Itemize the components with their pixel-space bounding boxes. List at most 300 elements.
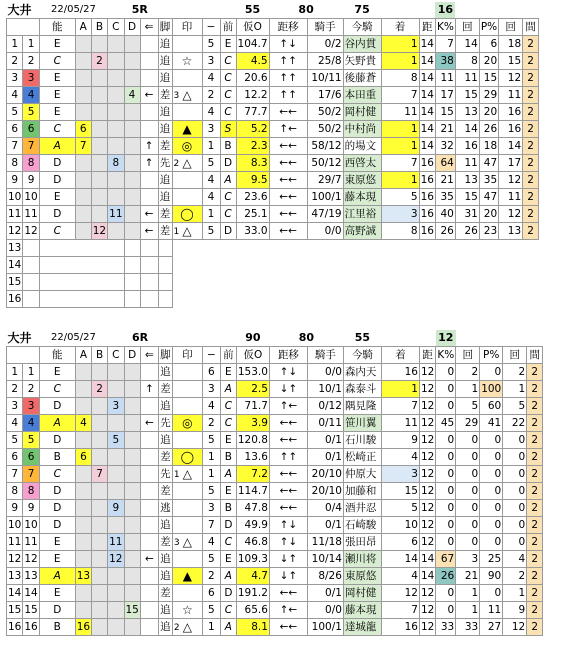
column-header-3: C <box>108 19 124 36</box>
jockey-record: 50/12 <box>307 155 343 172</box>
odds: 120.8 <box>236 432 269 449</box>
row-number: 6 <box>7 449 23 466</box>
row-number: 9 <box>7 172 23 189</box>
entry-row[interactable] <box>7 70 553 87</box>
p-count: 12 <box>499 70 523 87</box>
col-d: 4 <box>124 87 140 104</box>
row-number: 10 <box>7 189 23 206</box>
entry-row[interactable] <box>7 398 557 415</box>
header-spacer <box>456 330 557 347</box>
race-table-5r <box>6 2 553 308</box>
p-percent: 11 <box>480 602 503 619</box>
k-count: 14 <box>455 36 479 53</box>
entry-row[interactable] <box>7 432 557 449</box>
arrow <box>140 70 158 87</box>
column-header-12: 騎手 <box>307 347 343 364</box>
col-c <box>108 223 124 240</box>
entry-row[interactable] <box>7 172 553 189</box>
rating: C <box>39 53 75 70</box>
current-jockey: 瀬川将 <box>343 551 381 568</box>
entry-row[interactable] <box>7 381 557 398</box>
current-jockey: 森泰斗 <box>343 381 381 398</box>
empty-cell <box>158 291 172 308</box>
leg-style: 追 <box>158 551 172 568</box>
col-a <box>75 602 91 619</box>
jockey-record: 0/1 <box>307 432 343 449</box>
col-d <box>124 121 140 138</box>
leg-style: 追 <box>158 70 172 87</box>
position: C <box>220 189 236 206</box>
current-jockey: 加藤和 <box>343 483 381 500</box>
distance-move: ←← <box>269 500 307 517</box>
minus-value: 4 <box>202 189 220 206</box>
gate-number: 12 <box>23 223 39 240</box>
interval: 2 <box>527 415 543 432</box>
leg-style: 差 <box>158 138 172 155</box>
position: E <box>220 364 236 381</box>
distance: 14 <box>419 138 435 155</box>
jockey-record: 0/0 <box>307 602 343 619</box>
entry-row[interactable] <box>7 223 553 240</box>
entry-row[interactable] <box>7 534 557 551</box>
column-header-20: 間 <box>527 347 543 364</box>
mark-symbol: ◎ <box>182 416 193 430</box>
col-a <box>75 172 91 189</box>
col-c: 8 <box>108 155 124 172</box>
position: C <box>220 87 236 104</box>
k-count: 33 <box>456 619 480 636</box>
k-percent: 0 <box>436 449 456 466</box>
odds: 3.9 <box>236 415 269 432</box>
distance: 12 <box>419 602 435 619</box>
p-count: 0 <box>503 500 527 517</box>
gate-number: 15 <box>23 602 39 619</box>
position: E <box>220 432 236 449</box>
arrow <box>140 619 158 636</box>
k-count: 29 <box>456 415 480 432</box>
finish: 1 <box>381 138 419 155</box>
col-b: 2 <box>92 381 108 398</box>
row-number: 13 <box>7 240 23 257</box>
k-count: 1 <box>456 585 480 602</box>
current-jockey: 西啓太 <box>343 155 381 172</box>
position: C <box>220 53 236 70</box>
k-percent: 0 <box>436 398 456 415</box>
column-header-0: 能 <box>39 19 75 36</box>
current-jockey: 矢野貴 <box>343 53 381 70</box>
interval: 2 <box>523 70 539 87</box>
k-percent: 11 <box>435 70 455 87</box>
k-count: 0 <box>456 466 480 483</box>
p-percent: 60 <box>480 398 503 415</box>
column-header-18: P% <box>480 347 503 364</box>
position: S <box>220 121 236 138</box>
mark-symbol: ☆ <box>181 603 193 617</box>
header-spacer <box>172 2 236 19</box>
distance: 16 <box>419 189 435 206</box>
leg-style: 先 <box>158 155 172 172</box>
jockey-record: 0/1 <box>307 449 343 466</box>
mark-symbol: ▲ <box>182 569 192 583</box>
current-jockey: 東原悠 <box>343 568 381 585</box>
col-b: 2 <box>91 53 107 70</box>
minus-value: 7 <box>202 517 220 534</box>
minus-value: 5 <box>202 483 220 500</box>
distance-move: ↑↑ <box>269 449 307 466</box>
col-d <box>124 619 140 636</box>
col-c <box>108 138 124 155</box>
interval: 2 <box>527 466 543 483</box>
leg-style: 追 <box>158 602 172 619</box>
position: E <box>220 551 236 568</box>
interval: 2 <box>523 223 539 240</box>
entry-row[interactable] <box>7 602 557 619</box>
current-jockey: 笹川翼 <box>343 415 381 432</box>
minus-value: 4 <box>202 534 220 551</box>
distance: 16 <box>419 223 435 240</box>
col-a <box>75 223 91 240</box>
col-a <box>75 432 91 449</box>
odds: 114.7 <box>236 483 269 500</box>
leg-style: 差 <box>158 87 172 104</box>
leg-style: 追 <box>158 517 172 534</box>
mark-cell <box>172 568 202 585</box>
col-d <box>124 517 140 534</box>
entry-row[interactable] <box>7 415 557 432</box>
p-count: 0 <box>503 534 527 551</box>
interval: 2 <box>527 585 543 602</box>
minus-value: 4 <box>202 70 220 87</box>
col-d <box>124 223 140 240</box>
gate-number: 10 <box>23 189 39 206</box>
row-number: 12 <box>7 551 23 568</box>
col-c <box>108 568 124 585</box>
finish: 9 <box>381 432 419 449</box>
position: D <box>220 223 236 240</box>
odds: 191.2 <box>236 585 269 602</box>
k-count: 21 <box>456 568 480 585</box>
p-percent: 47 <box>479 189 498 206</box>
column-header-6: 脚 <box>158 347 172 364</box>
column-header-3: C <box>108 347 124 364</box>
p-count: 1 <box>503 585 527 602</box>
column-header-17: 回 <box>456 347 480 364</box>
col-c <box>108 483 124 500</box>
k-percent: 0 <box>436 483 456 500</box>
k-count: 0 <box>456 483 480 500</box>
arrow <box>140 483 158 500</box>
col-a: 16 <box>75 619 91 636</box>
column-header-row <box>7 347 557 364</box>
entry-row[interactable] <box>7 138 553 155</box>
entry-row[interactable] <box>7 568 557 585</box>
col-b <box>92 551 108 568</box>
current-jockey: 石崎駿 <box>343 517 381 534</box>
k-percent: 21 <box>435 172 455 189</box>
mark-cell <box>172 432 202 449</box>
odds: 9.5 <box>236 172 269 189</box>
rating: D <box>39 602 75 619</box>
mark-cell <box>172 87 202 104</box>
distance-move: ←← <box>269 138 307 155</box>
leg-style: 追 <box>158 172 172 189</box>
entry-row[interactable] <box>7 274 553 291</box>
odds: 109.3 <box>236 551 269 568</box>
column-header-18: P% <box>479 19 498 36</box>
entry-row[interactable] <box>7 364 557 381</box>
distance-move: ↑↓ <box>269 364 307 381</box>
arrow: ↑ <box>140 381 158 398</box>
col-c <box>108 585 124 602</box>
arrow: ↑ <box>140 155 158 172</box>
row-number: 15 <box>7 602 23 619</box>
k-count: 0 <box>456 500 480 517</box>
col-b <box>92 602 108 619</box>
column-header-16: K% <box>435 19 455 36</box>
col-b <box>92 568 108 585</box>
col-c: 5 <box>108 432 124 449</box>
finish: 15 <box>381 483 419 500</box>
odds: 47.8 <box>236 500 269 517</box>
k-percent: 32 <box>435 138 455 155</box>
col-c <box>108 449 124 466</box>
col-a <box>75 70 91 87</box>
mark-subscript: 3 <box>173 91 180 101</box>
col-a <box>75 364 91 381</box>
gate-number: 5 <box>23 104 39 121</box>
rating: D <box>39 206 75 223</box>
position: E <box>220 36 236 53</box>
entry-row[interactable] <box>7 585 557 602</box>
minus-value: 6 <box>202 585 220 602</box>
race-date: 22/05/27 <box>50 4 96 15</box>
entry-row[interactable] <box>7 466 557 483</box>
col-c <box>108 36 124 53</box>
row-number: 14 <box>7 257 23 274</box>
interval: 2 <box>523 138 539 155</box>
mark-cell <box>172 36 202 53</box>
gate-number: 3 <box>23 70 39 87</box>
col-d <box>124 534 140 551</box>
column-header-11: 距移 <box>269 347 307 364</box>
arrow <box>140 53 158 70</box>
entry-row[interactable] <box>7 483 557 500</box>
k-count: 3 <box>456 551 480 568</box>
distance: 14 <box>419 70 435 87</box>
p-percent: 20 <box>479 104 498 121</box>
odds: 153.0 <box>236 364 269 381</box>
arrow <box>140 172 158 189</box>
mark-cell <box>172 551 202 568</box>
column-header-10: 仮O <box>236 347 269 364</box>
minus-value: 4 <box>202 172 220 189</box>
col-b <box>92 398 108 415</box>
arrow <box>140 189 158 206</box>
p-percent: 20 <box>479 53 498 70</box>
p-count: 22 <box>503 415 527 432</box>
col-a <box>75 517 91 534</box>
minus-value: 4 <box>202 104 220 121</box>
column-header-11: 距移 <box>269 19 307 36</box>
odds: 33.0 <box>236 223 269 240</box>
position: B <box>220 449 236 466</box>
mark-cell <box>172 121 202 138</box>
col-d <box>124 449 140 466</box>
k-count: 15 <box>455 87 479 104</box>
minus-value: 3 <box>202 121 220 138</box>
entry-row[interactable] <box>7 36 553 53</box>
entry-row[interactable] <box>7 53 553 70</box>
entry-row[interactable] <box>7 449 557 466</box>
col-a: 7 <box>75 138 91 155</box>
p-count: 0 <box>503 483 527 500</box>
entry-row[interactable] <box>7 551 557 568</box>
col-a <box>75 551 91 568</box>
row-number: 2 <box>7 53 23 70</box>
col-b: 12 <box>91 223 107 240</box>
mark-cell <box>172 381 202 398</box>
k-percent: 38 <box>435 53 455 70</box>
header-spacer <box>381 2 435 19</box>
venue-name: 大井 <box>7 3 32 17</box>
distance: 16 <box>419 155 435 172</box>
position: A <box>220 172 236 189</box>
current-jockey: 達城龍 <box>343 619 381 636</box>
col-d <box>124 398 140 415</box>
col-b <box>91 206 107 223</box>
column-header-15: 距 <box>419 347 435 364</box>
entry-row[interactable] <box>7 240 553 257</box>
row-number: 10 <box>7 517 23 534</box>
col-a <box>75 87 91 104</box>
entry-row[interactable] <box>7 155 553 172</box>
entry-row[interactable] <box>7 87 553 104</box>
finish: 7 <box>381 155 419 172</box>
entry-row[interactable] <box>7 291 553 308</box>
gate-number: 8 <box>23 155 39 172</box>
empty-cell <box>140 240 158 257</box>
leg-style: 差 <box>158 483 172 500</box>
p-count: 0 <box>503 449 527 466</box>
minus-value: 5 <box>202 155 220 172</box>
finish: 1 <box>381 121 419 138</box>
entry-row[interactable] <box>7 189 553 206</box>
minus-value: 5 <box>202 602 220 619</box>
entry-row[interactable] <box>7 517 557 534</box>
p-count: 12 <box>499 172 523 189</box>
col-d <box>124 53 140 70</box>
col-a <box>75 381 91 398</box>
entry-row[interactable] <box>7 619 557 636</box>
mark-symbol: ◎ <box>181 139 193 153</box>
p-percent: 90 <box>480 568 503 585</box>
col-b <box>92 619 108 636</box>
p-count: 15 <box>499 53 523 70</box>
col-b <box>92 364 108 381</box>
entry-row[interactable] <box>7 121 553 138</box>
entry-row[interactable] <box>7 206 553 223</box>
odds: 4.5 <box>236 53 269 70</box>
finish: 7 <box>381 398 419 415</box>
column-header-12: 騎手 <box>307 19 343 36</box>
finish: 3 <box>381 466 419 483</box>
jockey-record: 100/1 <box>307 189 343 206</box>
minus-value: 1 <box>202 206 220 223</box>
finish: 16 <box>381 619 419 636</box>
jockey-record: 0/11 <box>307 415 343 432</box>
p-count: 16 <box>499 121 523 138</box>
position: C <box>220 206 236 223</box>
finish: 11 <box>381 104 419 121</box>
interval: 2 <box>527 602 543 619</box>
distance-move: ↑↑ <box>269 87 307 104</box>
p-count: 0 <box>503 466 527 483</box>
col-a <box>75 189 91 206</box>
jockey-record: 50/2 <box>307 104 343 121</box>
p-count: 0 <box>503 517 527 534</box>
minus-value: 5 <box>202 551 220 568</box>
column-header-2: B <box>92 347 108 364</box>
arrow <box>140 466 158 483</box>
jockey-record: 11/18 <box>307 534 343 551</box>
gate-number: 11 <box>23 206 39 223</box>
position: C <box>220 398 236 415</box>
k-percent: 0 <box>436 364 456 381</box>
k-count: 11 <box>455 155 479 172</box>
distance-move: ←← <box>269 483 307 500</box>
k-percent: 17 <box>435 87 455 104</box>
gate-number: 13 <box>23 568 39 585</box>
distance-move: ←← <box>269 415 307 432</box>
col-b <box>91 138 107 155</box>
odds: 46.8 <box>236 534 269 551</box>
interval: 2 <box>527 517 543 534</box>
position: A <box>220 619 236 636</box>
k-percent: 7 <box>435 36 455 53</box>
interval: 2 <box>523 172 539 189</box>
k-count: 0 <box>456 534 480 551</box>
entry-row[interactable] <box>7 257 553 274</box>
jockey-record: 10/14 <box>307 551 343 568</box>
mark-cell <box>172 398 202 415</box>
empty-row-cells <box>39 291 124 308</box>
odds: 77.7 <box>236 104 269 121</box>
col-c <box>108 619 124 636</box>
odds: 49.9 <box>236 517 269 534</box>
finish: 10 <box>381 517 419 534</box>
col-d <box>124 155 140 172</box>
arrow <box>140 500 158 517</box>
leg-style: 追 <box>158 432 172 449</box>
arrow <box>140 602 158 619</box>
finish: 8 <box>381 223 419 240</box>
race-number: 5R <box>131 3 148 16</box>
row-number: 11 <box>7 206 23 223</box>
distance-move: ↑← <box>269 121 307 138</box>
column-header-19: 回 <box>503 347 527 364</box>
entry-row[interactable] <box>7 500 557 517</box>
row-number: 5 <box>7 432 23 449</box>
jockey-record: 29/7 <box>307 172 343 189</box>
entry-row[interactable] <box>7 104 553 121</box>
mark-subscript: 3 <box>173 538 180 548</box>
rating: A <box>39 415 75 432</box>
empty-cell <box>140 274 158 291</box>
empty-gate <box>23 291 39 308</box>
col-c <box>108 517 124 534</box>
finish: 7 <box>381 87 419 104</box>
p-count: 13 <box>499 223 523 240</box>
